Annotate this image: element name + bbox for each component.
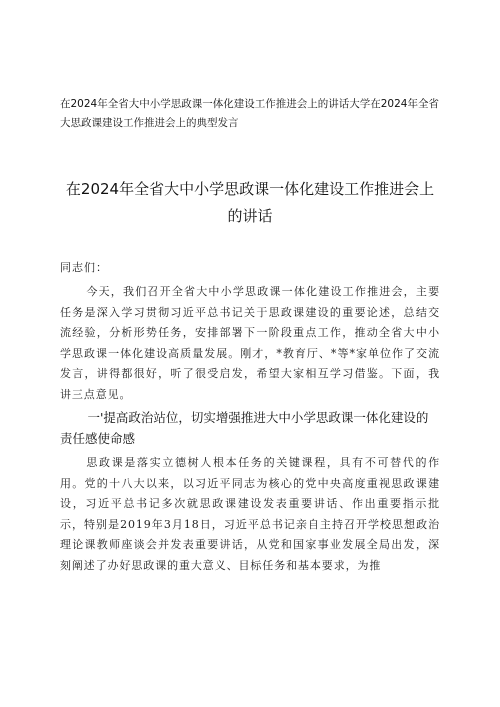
speech-body	[60, 257, 440, 576]
salutation: 同志们：	[60, 261, 108, 274]
section-one-paragraph: 思政课是落实立德树人根本任务的关键课程，具有不可替代的作用。党的十八大以来，以习近平同志为核心的党中央高度重视思政课建设，习近平总书记多次就思政课建设发表重要讲话、作出重要指示批示，特别是2019年3月18日，习近平总书记亲自主持召开学校思想政治理论课教师座谈会并发表重要讲话，从党和国家事业发展全局出发，深刻阐述了办好思政课的重大意义、目标任务和基本要求，为推	[60, 456, 440, 572]
document-heading: 在2024年全省大中小学思政课一体化建设工作推进会上的讲话大学在2024年全省大思政课建设工作推进会上的典型发言	[60, 98, 439, 129]
speech-title: 在2024年全省大中小学思政课一体化建设工作推进会上的讲话	[65, 180, 435, 225]
section-heading-one: 一'提高政治站位，切实增强推进大中小学思政课一体化建设的责任感使命感	[60, 410, 429, 446]
opening-paragraph: 今天，我们召开全省大中小学思政课一体化建设工作推进会，主要任务是深入学习贯彻习近平总书记关于思政课建设的重要论述，总结交流经验，分析形势任务，安排部署下一阶段重点工作，推动全省大中小学思政课一体化建设高质量发展。刚才，*教育厅、*等*家单位作了交流发言，讲得都很好，听了很受启发，希望大家相互学习借鉴。下面，我讲三点意见。	[60, 285, 440, 401]
